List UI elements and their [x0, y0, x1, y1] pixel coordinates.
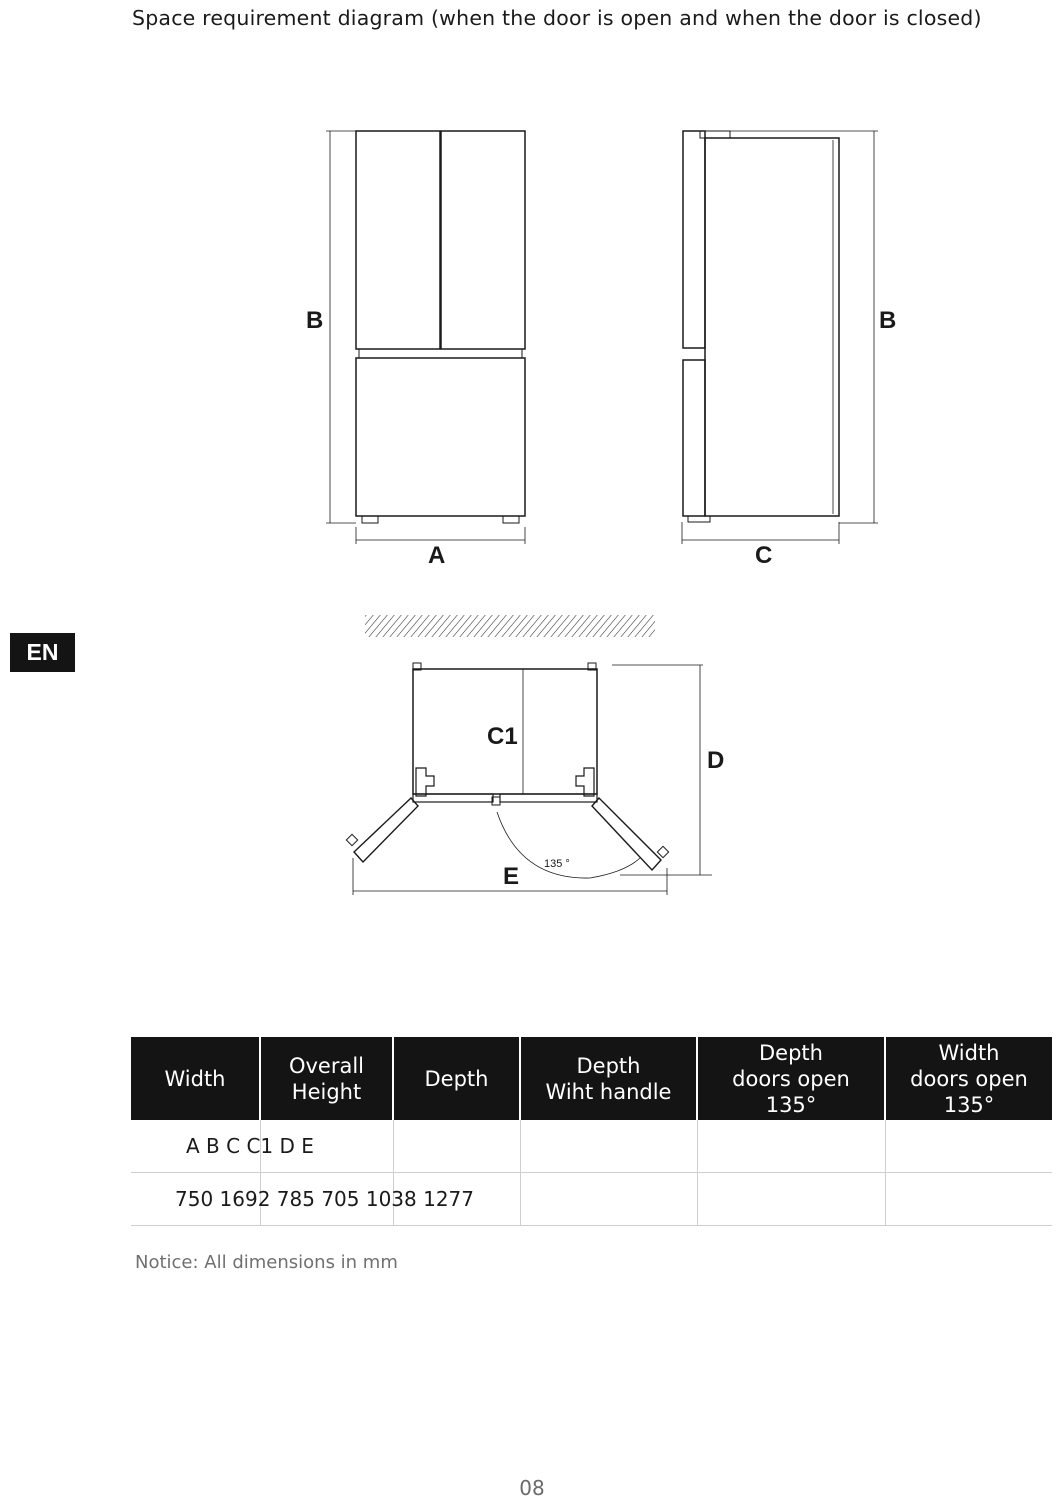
table-cell — [520, 1120, 697, 1173]
table-cell — [131, 1173, 475, 1226]
dimensions-table — [131, 1037, 1052, 1226]
col-header-overall-height: Overall Height — [260, 1037, 393, 1120]
top-open-depth-label: D — [707, 747, 725, 774]
language-tab[interactable]: EN — [10, 633, 75, 672]
col-header-depth: Depth — [393, 1037, 520, 1120]
letters-row-text: A B C C1 D E — [186, 1134, 314, 1158]
col-header-width: Width — [131, 1037, 260, 1120]
table-cell — [131, 1120, 314, 1173]
table-cell — [697, 1120, 885, 1173]
top-view — [346, 663, 712, 895]
top-open-width-label: E — [503, 863, 520, 890]
table-cell — [885, 1120, 1052, 1173]
col-header-depth-doors-open: Depth doors open 135° — [697, 1037, 885, 1120]
table-cell — [885, 1173, 1052, 1226]
dimensions-notice: Notice: All dimensions in mm — [135, 1252, 398, 1273]
front-height-label: B — [306, 307, 324, 334]
table-header-row — [131, 1037, 1052, 1120]
table-cell — [393, 1120, 520, 1173]
table-cell — [697, 1173, 885, 1226]
top-body-depth-label: C1 — [487, 723, 518, 750]
page-title: Space requirement diagram (when the door is open and when the door is closed) — [132, 6, 982, 30]
side-view — [682, 131, 878, 544]
table-row — [131, 1173, 1052, 1226]
page-number: 08 — [519, 1476, 545, 1500]
front-view — [326, 131, 525, 544]
table-row — [131, 1120, 1052, 1173]
col-header-width-doors-open: Width doors open 135° — [885, 1037, 1052, 1120]
side-height-label: B — [879, 307, 897, 334]
col-header-depth-with-handle: Depth Wiht handle — [520, 1037, 697, 1120]
angle-label: 135 ° — [544, 858, 570, 870]
wall-hatch — [365, 615, 655, 637]
side-depth-label: C — [755, 542, 773, 569]
values-row-text: 750 1692 785 705 1038 1277 — [175, 1187, 475, 1211]
table-cell — [520, 1173, 697, 1226]
front-width-label: A — [428, 542, 446, 569]
